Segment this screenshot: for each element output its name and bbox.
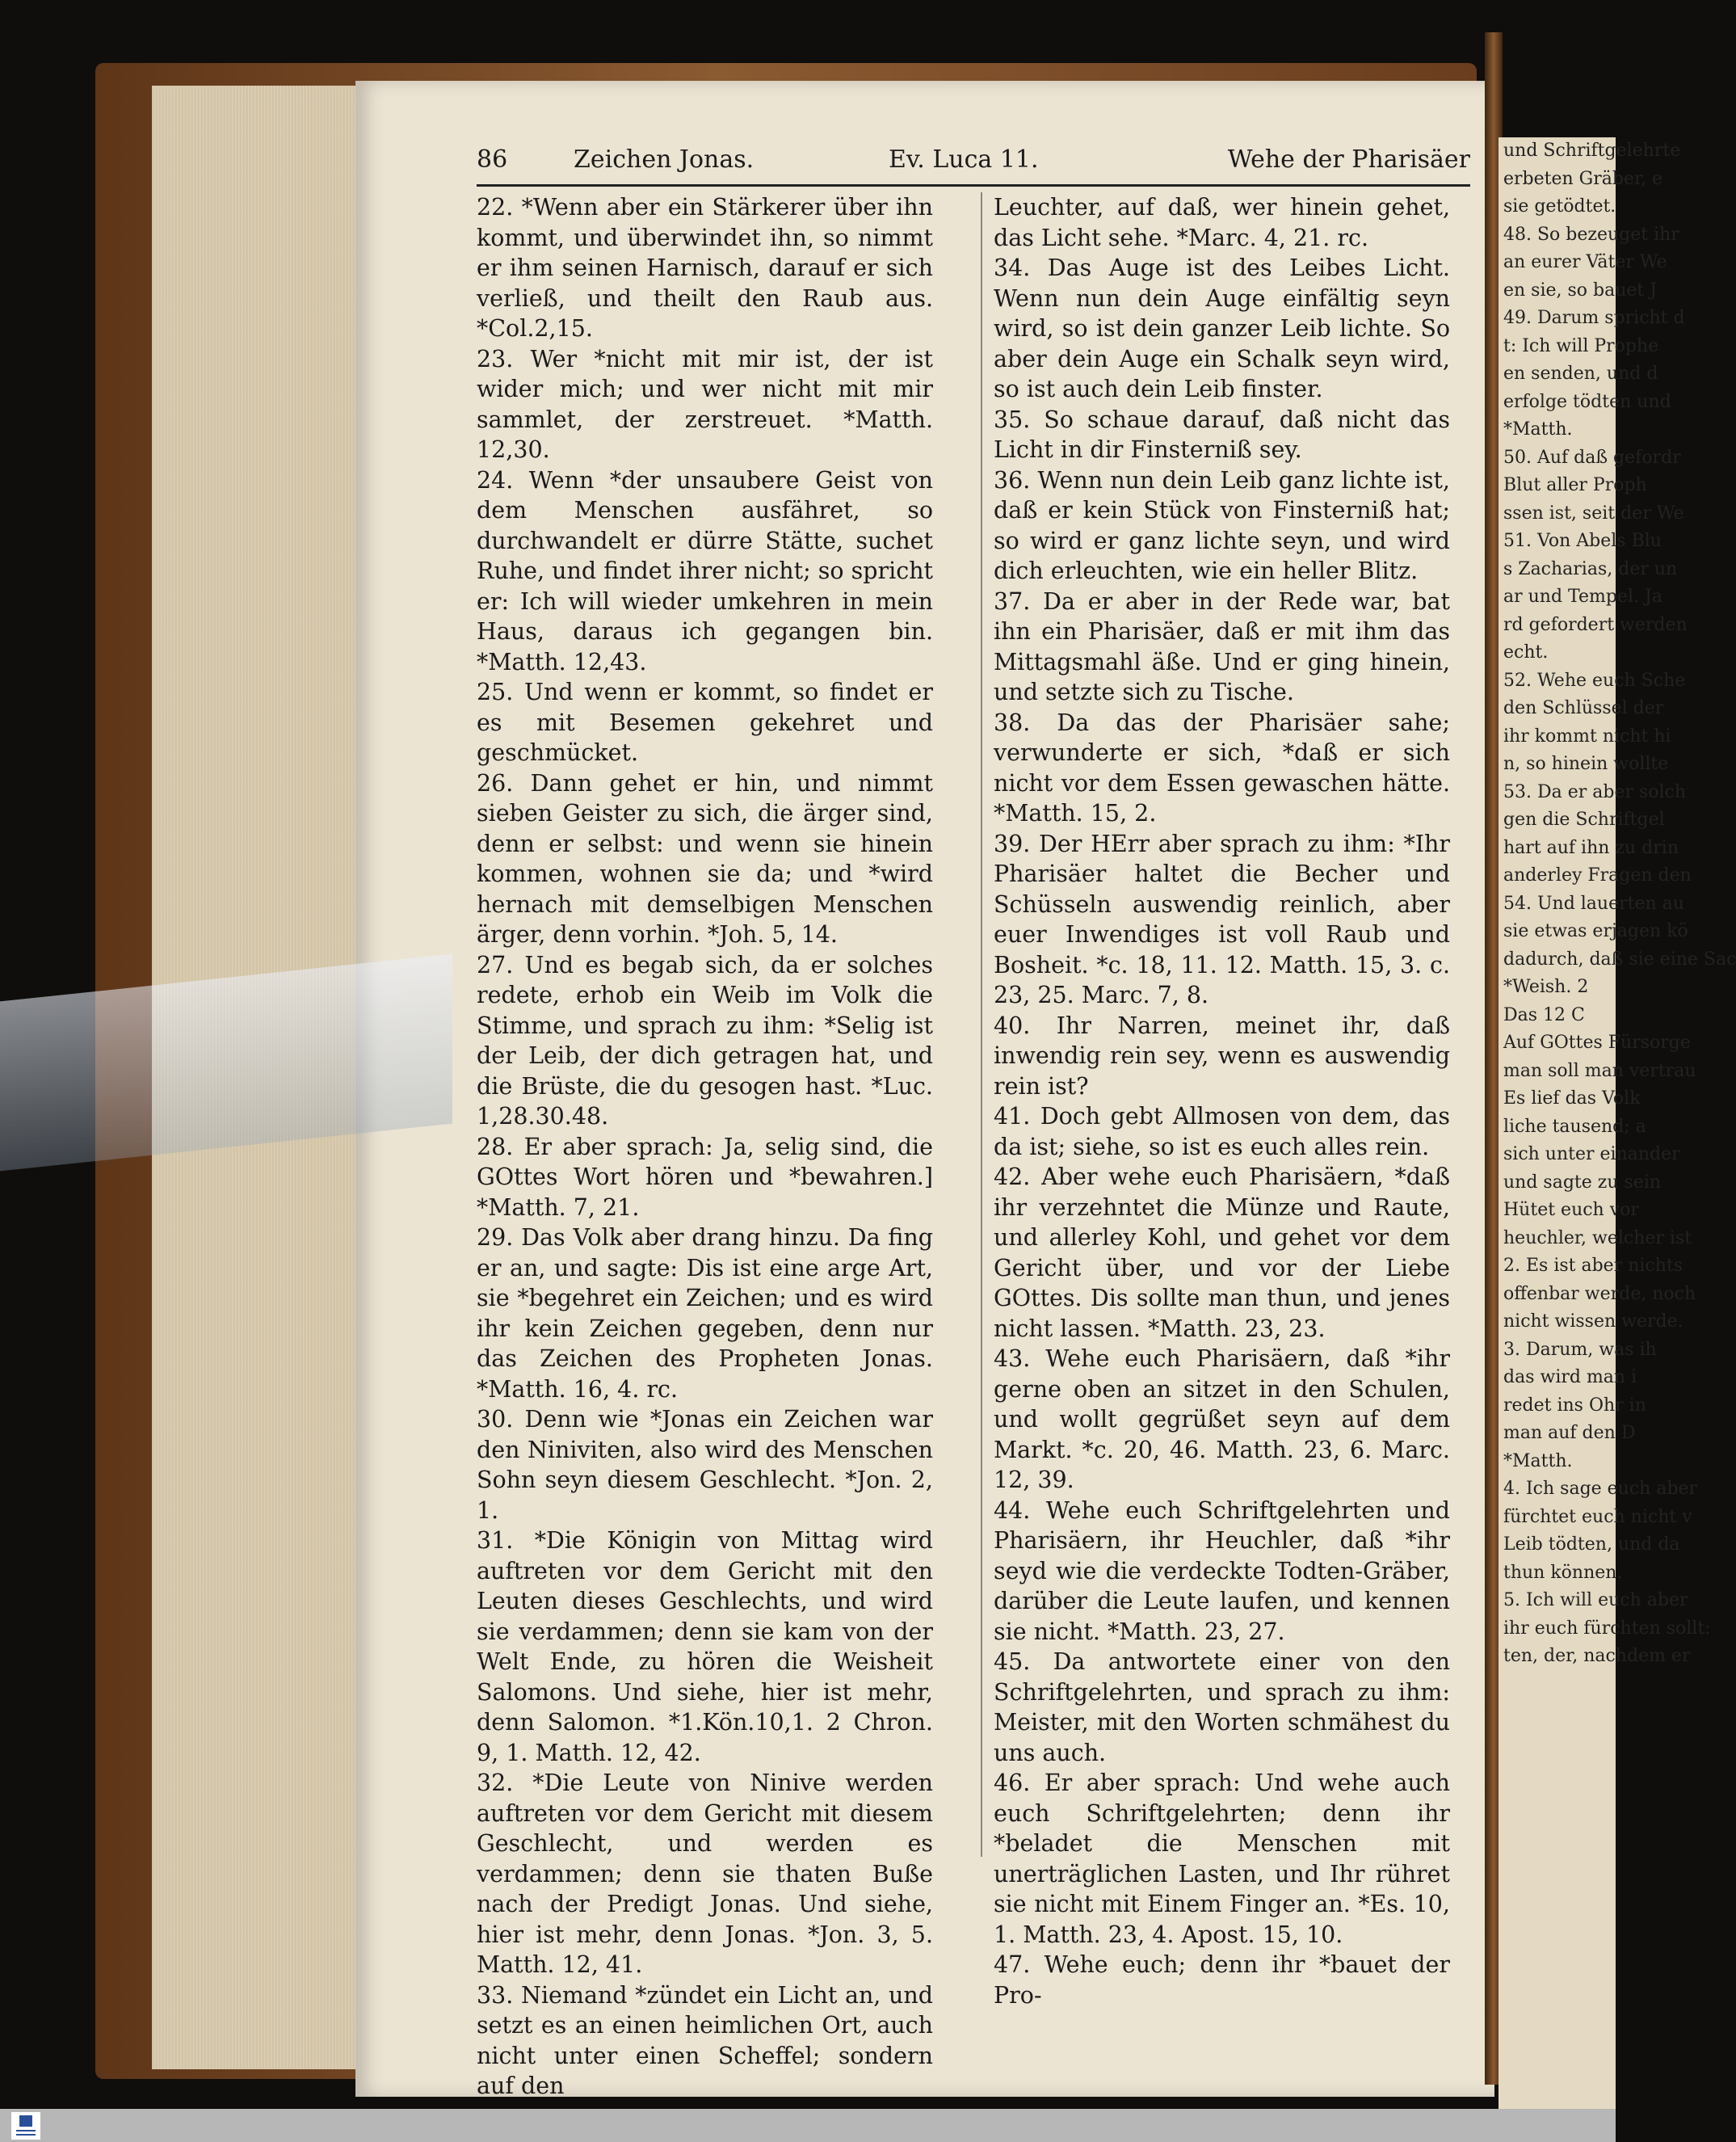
facing-page-line: erfolge tödten und [1503,391,1671,412]
verse-paragraph: 41. Doch gebt Allmosen von dem, das da ist; siehe, so ist es euch alles rein. [994,1103,1450,1160]
facing-page-line: 51. Von Abels Blu [1503,531,1662,551]
facing-page-line: Hütet euch vor [1503,1200,1639,1220]
facing-page-line: Leib tödten, und da [1503,1534,1680,1555]
verse-paragraph: 27. Und es begab sich, da er solches redete, erhob ein Weib im Volk die Stimme, und sprach zu ihm: *Selig ist der Leib, der dich getragen hat, und die Brüste, die du gesogen hast. *Luc. 1,28.30.48. [477,951,933,1130]
facing-page-line: ihr euch fürchten sollt: [1503,1618,1711,1639]
facing-page-line: Auf GOttes Fürsorge [1503,1033,1691,1053]
verse-paragraph: 31. *Die Königin von Mittag wird auftreten vor dem Gericht mit den Leuten dieses Geschlechts, und wird sie verdammen; denn sie kam von der Welt Ende, zu hören die Weisheit Salomons. Und siehe, hier ist mehr, denn Salomon. *1.Kön.10,1. 2 Chron. 9, 1. Matth. 12, 42. [477,1527,933,1766]
facing-page-line: thun können. [1503,1562,1623,1583]
verse-paragraph: 30. Denn wie *Jonas ein Zeichen war den Niniviten, also wird des Menschen Sohn seyn diesem Geschlecht. *Jon. 2, 1. [477,1406,933,1524]
verse-paragraph: 26. Dann gehet er hin, und nimmt sieben Geister zu sich, die ärger sind, denn er selbst: und wenn sie hinein kommen, wohnen sie da; und *wird hernach mit demselbigen Menschen ärger, denn vorhin. *Joh. 5, 14. [477,769,933,948]
facing-page-line: man soll man vertrau [1503,1060,1696,1081]
right-text-column [994,192,1450,2009]
facing-page-line: 3. Darum, was ih [1503,1339,1657,1360]
facing-page-fragment [1499,137,1736,2117]
verse-paragraph: 24. Wenn *der unsaubere Geist von dem Menschen ausfähret, so durchwandelt er dürre Stätte, suchet Ruhe, und findet ihrer nicht; so spricht er: Ich will wieder umkehren in mein Haus, daraus ich gegangen bin. *Matth. 12,43. [477,466,933,675]
facing-page-line: fürchtet euch nicht v [1503,1506,1692,1527]
verse-paragraph: 34. Das Auge ist des Leibes Licht. Wenn nun dein Auge einfältig seyn wird, so ist dein ganzer Leib lichte. So aber dein Auge ein Schalk seyn wird, so ist auch dein Leib finster. [994,255,1450,402]
bottom-strip [0,2109,1616,2142]
facing-page-line: Es lief das Volk [1503,1088,1641,1109]
header-right-title: Wehe der Pharisäer [1227,145,1470,174]
facing-page-line: dadurch, daß sie eine Sac [1503,949,1736,970]
facing-page-line: 2. Es ist aber nichts [1503,1256,1683,1276]
facing-page-line: echt. [1503,642,1549,663]
facing-page-line: ten, der, nachdem er [1503,1646,1691,1666]
facing-page-line: anderley Fragen den [1503,865,1692,886]
facing-page-line: 5. Ich will euch aber [1503,1590,1688,1610]
facing-page-line: Das 12 C [1503,1004,1585,1025]
verse-paragraph: 36. Wenn nun dein Leib ganz lichte ist, daß er kein Stück von Finsterniß hat; so wird er ganz lichte seyn, und wird dich erleuchten, wie ein heller Blitz. [994,466,1450,584]
facing-page-line: offenbar werde, noch [1503,1283,1696,1304]
facing-page-line: *Matth. [1503,419,1573,440]
facing-page-line: Blut aller Proph [1503,475,1647,495]
facing-page-line: den Schlüssel der [1503,698,1664,718]
header-left-title: Zeichen Jonas. [574,145,755,174]
facing-page-line: an eurer Väter We [1503,252,1667,272]
header-center-title: Ev. Luca 11. [889,145,1039,174]
facing-page-line: t: Ich will Prophe [1503,335,1659,356]
facing-page-line: 49. Darum spricht d [1503,308,1685,328]
facing-page-line: *Weish. 2 [1503,977,1589,997]
verse-paragraph: Leuchter, auf daß, wer hinein gehet, das Licht sehe. *Marc. 4, 21. rc. [994,194,1450,251]
facing-page-line: 53. Da er aber solch [1503,781,1687,802]
left-text-column [477,192,933,2099]
verse-paragraph: 38. Da das der Pharisäer sahe; verwunderte er sich, *daß er sich nicht vor dem Essen gewaschen hätte. *Matth. 15, 2. [994,709,1450,827]
verse-paragraph: 47. Wehe euch; denn ihr *bauet der Pro- [994,1951,1450,2009]
facing-page-line: 48. So bezeuget ihr [1503,224,1679,245]
verse-paragraph: 28. Er aber sprach: Ja, selig sind, die GOttes Wort hören und *bewahren.] *Matth. 7, 21. [477,1133,933,1221]
column-divider [981,192,982,1857]
facing-page-line: redet ins Ohr in [1503,1395,1646,1416]
facing-page-line: und Schriftgelehrte [1503,141,1681,161]
verse-paragraph: 40. Ihr Narren, meinet ihr, daß inwendig rein sey, wenn es auswendig rein ist? [994,1012,1450,1100]
page-number: 86 [477,145,508,174]
facing-page-line: en senden, und d [1503,364,1658,384]
facing-page-line: ihr kommt nicht hi [1503,726,1671,747]
facing-page-line: 54. Und lauerten au [1503,893,1684,914]
running-header [477,139,1470,187]
facing-page-line: erbeten Gräber, e [1503,168,1663,189]
verse-paragraph: 46. Er aber sprach: Und wehe auch euch Schriftgelehrten; denn ihr *beladet die Menschen mit unerträglichen Lasten, und Ihr rühret sie nicht mit Einem Finger an. *Es. 10, 1. Matth. 23, 4. Apost. 15, 10. [994,1770,1450,1948]
verse-paragraph: 23. Wer *nicht mit mir ist, der ist wider mich; und wer nicht mit mir sammlet, der zerstreuet. *Matth. 12,30. [477,345,933,463]
verse-paragraph: 33. Niemand *zündet ein Licht an, und setzt es an einen heimlichen Ort, auch nicht unter einen Scheffel; sondern auf den [477,1981,933,2099]
verse-paragraph: 45. Da antwortete einer von den Schriftgelehrten, und sprach zu ihm: Meister, mit den Worten schmähest du uns auch. [994,1648,1450,1766]
facing-page-line: sie etwas erjagen kö [1503,921,1688,941]
facing-page-line: hart auf ihn zu drin [1503,837,1679,858]
facing-page-line: gen die Schriftgel [1503,810,1665,830]
verse-paragraph: 42. Aber wehe euch Pharisäern, *daß ihr verzehntet die Münze und Raute, und allerley Kohl, und gehet vor dem Gericht über, und vor der Liebe GOttes. Dis sollte man thun, und jenes nicht lassen. *Matth. 23, 23. [994,1164,1450,1342]
library-logo-icon [11,2112,40,2140]
facing-page-line: 50. Auf daß gefordr [1503,447,1681,468]
verse-paragraph: 39. Der HErr aber sprach zu ihm: *Ihr Pharisäer haltet die Becher und Schüsseln auswendig reinlich, aber euer Inwendiges ist voll Raub und Bosheit. *c. 18, 11. 12. Matth. 15, 3. c. 23, 25. Marc. 7, 8. [994,830,1450,1008]
verse-paragraph: 25. Und wenn er kommt, so findet er es mit Besemen gekehret und geschmücket. [477,679,933,766]
facing-page-text [1503,137,1736,1671]
facing-page-line: 52. Wehe euch Sche [1503,670,1686,691]
facing-page-line: heuchler, welcher ist [1503,1227,1692,1248]
facing-page-line: n, so hinein wollte [1503,754,1669,774]
facing-page-line: s Zacharias, der un [1503,558,1678,579]
facing-page-line: *Matth. [1503,1450,1573,1471]
verse-paragraph: 37. Da er aber in der Rede war, bat ihn ein Pharisäer, daß er mit ihm das Mittagsmahl äße. Und er ging hinein, und setzte sich zu Tische. [994,587,1450,705]
facing-page-line: ar und Tempel. Ja [1503,587,1662,607]
facing-page-line: en sie, so bauet J [1503,280,1658,301]
verse-paragraph: 32. *Die Leute von Ninive werden auftreten vor dem Gericht mit diesem Geschlecht, und werden es verdammen; denn sie thaten Buße nach der Predigt Jonas. Und siehe, hier ist mehr, denn Jonas. *Jon. 3, 5. Matth. 12, 41. [477,1770,933,1978]
facing-page-line: sie getödtet. [1503,196,1616,217]
facing-page-line: 4. Ich sage euch aber [1503,1479,1698,1499]
facing-page-line: liche tausend; a [1503,1116,1646,1137]
facing-page-line: ssen ist, seit der We [1503,503,1684,524]
verse-paragraph: 35. So schaue darauf, daß nicht das Licht in dir Finsterniß sey. [994,406,1450,463]
facing-page-line: man auf den D [1503,1423,1636,1443]
facing-page-line: nicht wissen werde. [1503,1311,1683,1332]
facing-page-line: und sagte zu sein [1503,1172,1662,1193]
verse-paragraph: 43. Wehe euch Pharisäern, daß *ihr gerne oben an sitzet in den Schulen, und wollt gegrüßet seyn auf dem Markt. *c. 20, 46. Matth. 23, 6. Marc. 12, 39. [994,1345,1450,1493]
facing-page-line: das wird man i [1503,1367,1637,1387]
verse-paragraph: 44. Wehe euch Schriftgelehrten und Pharisäern, ihr Heuchler, daß *ihr seyd wie die verdeckte Todten-Gräber, darüber die Leute laufen, und kennen sie nicht. *Matth. 23, 27. [994,1496,1450,1645]
facing-page-line: sich unter einander [1503,1144,1680,1164]
facing-page-line: rd gefordert werden [1503,614,1688,635]
verse-paragraph: 22. *Wenn aber ein Stärkerer über ihn kommt, und überwindet ihn, so nimmt er ihm seinen Harnisch, darauf er sich verließ, und theilt den Raub aus. *Col.2,15. [477,194,933,342]
verse-paragraph: 29. Das Volk aber drang hinzu. Da fing er an, und sagte: Dis ist eine arge Art, sie *begehret ein Zeichen; und es wird ihr kein Zeichen gegeben, denn nur das Zeichen des Propheten Jonas. *Matth. 16, 4. rc. [477,1224,933,1403]
